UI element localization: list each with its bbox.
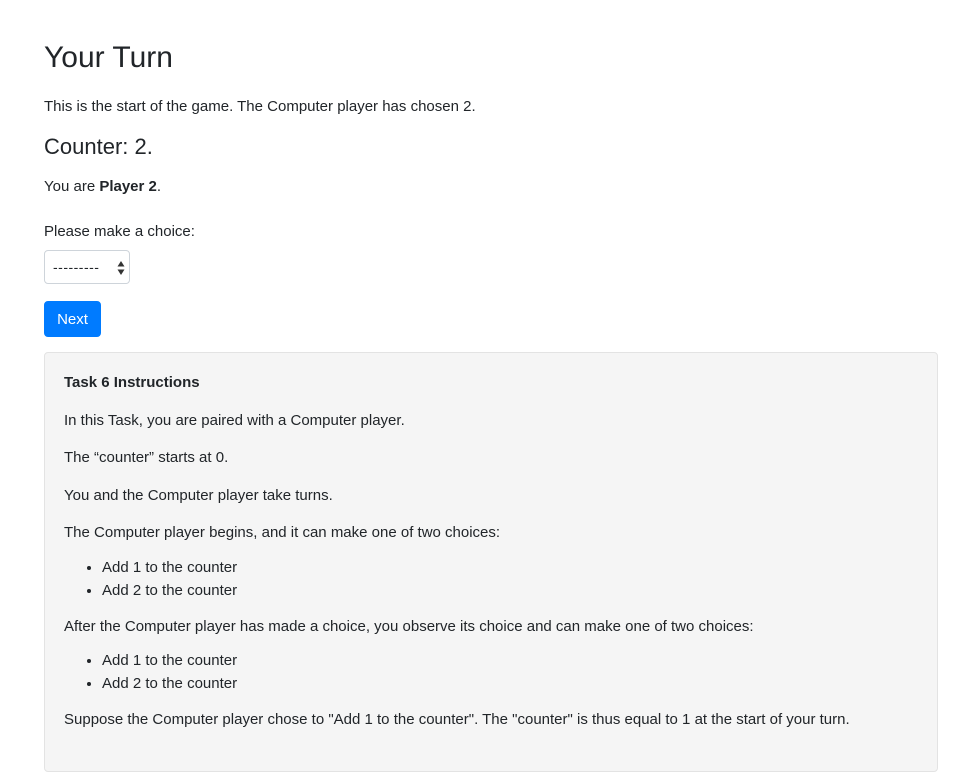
intro-text: This is the start of the game. The Computer player has chosen 2. <box>44 98 476 115</box>
list-item: • Add 1 to the counter <box>102 556 918 579</box>
list-item: • Add 1 to the counter <box>102 649 918 672</box>
choice-label: Please make a choice: <box>44 223 195 240</box>
instructions-title: Task 6 Instructions <box>64 374 200 391</box>
choice-select[interactable] <box>44 250 130 284</box>
player-suffix: . <box>156 178 162 195</box>
player-name: Player 2 <box>99 178 157 195</box>
computer-choices-list <box>64 556 918 602</box>
instructions-paragraph: Suppose the Computer player chose to "Add 1 to the counter". The "counter" is thus equal to 1 at the start of your turn. <box>64 711 850 728</box>
player-line <box>44 176 161 199</box>
page-title: Your Turn <box>44 41 173 74</box>
instructions-paragraph: The Computer player begins, and it can make one of two choices: <box>64 524 501 541</box>
list-item: • Add 2 to the counter <box>102 672 918 695</box>
next-button[interactable]: Next <box>44 301 101 337</box>
player-choices-list <box>64 649 918 695</box>
player-prefix: You are <box>44 178 100 195</box>
instructions-paragraph: You and the Computer player take turns. <box>64 486 333 504</box>
counter-heading: Counter: 2. <box>44 134 153 159</box>
list-item: • Add 2 to the counter <box>102 579 918 602</box>
up-down-chevron-icon <box>117 260 125 276</box>
instructions-paragraph: After the Computer player has made a choice, you observe its choice and can make one of two choices: <box>64 617 754 635</box>
instructions-paragraph: In this Task, you are paired with a Computer player. <box>64 411 405 429</box>
choice-select-value: --------- <box>53 258 100 275</box>
instructions-panel <box>44 352 938 772</box>
instructions-paragraph: The “counter” starts at 0. <box>64 449 229 466</box>
